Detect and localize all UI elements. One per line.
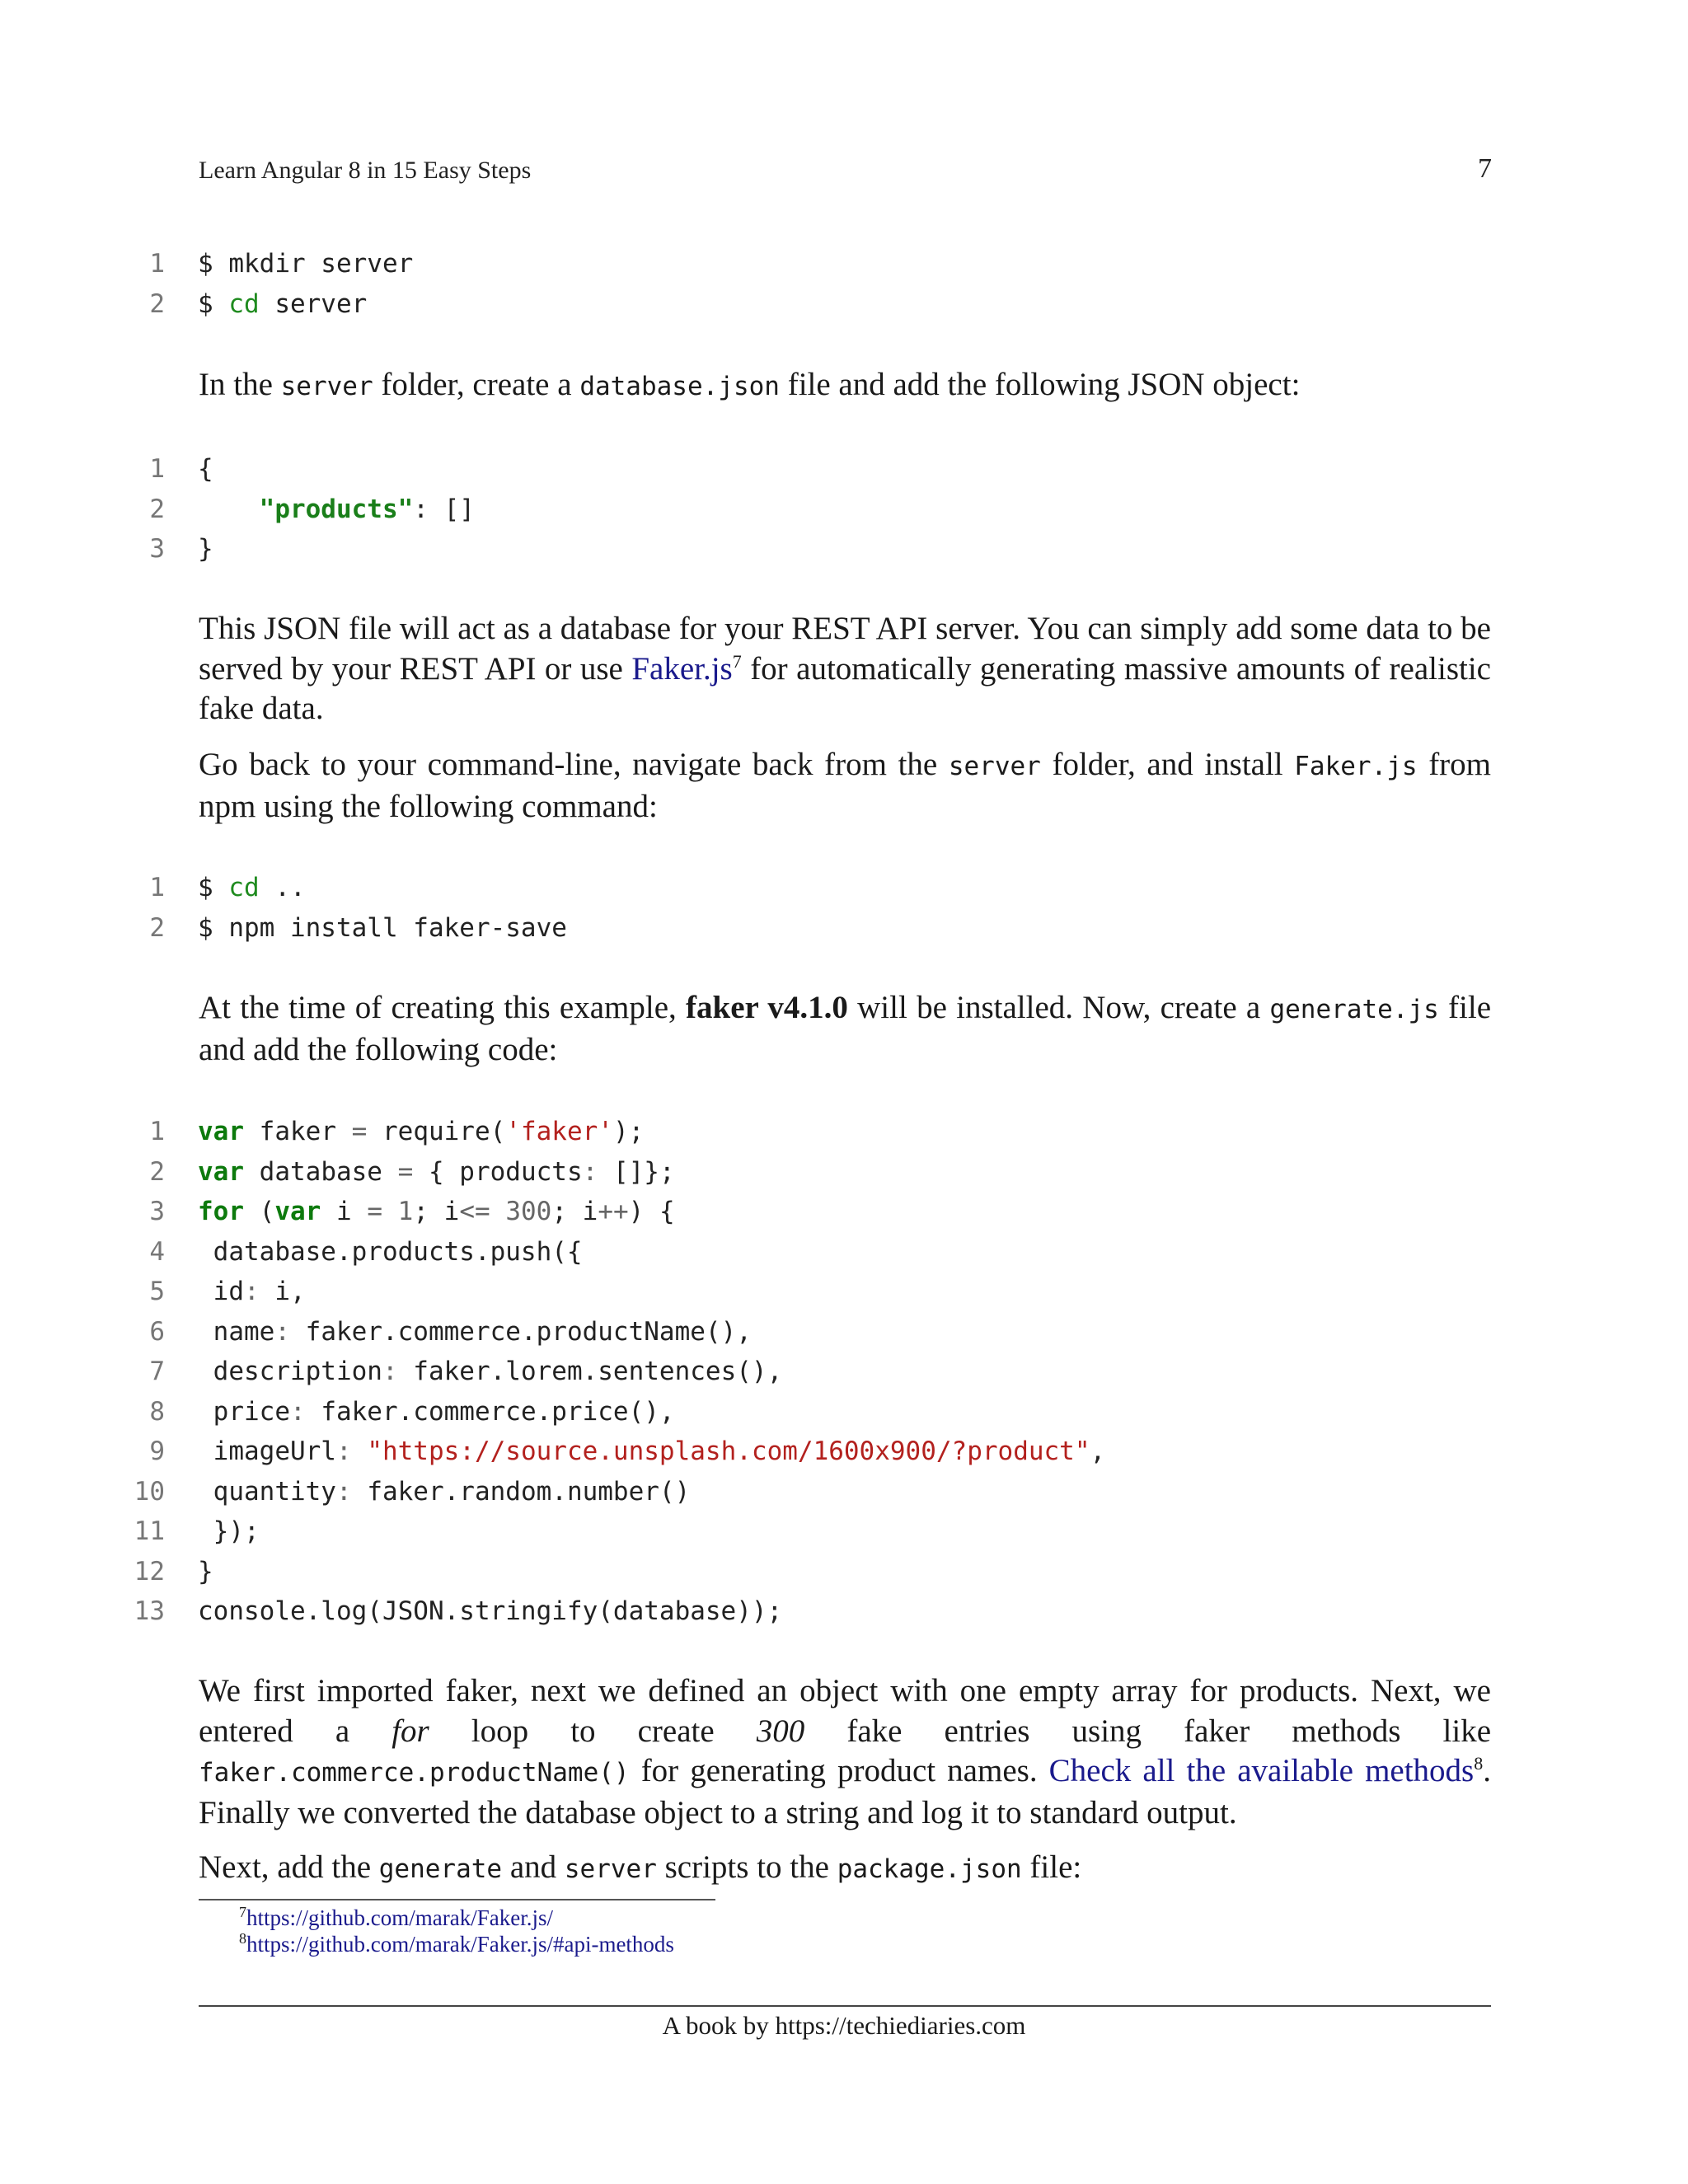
running-header-title: Learn Angular 8 in 15 Easy Steps	[199, 157, 532, 184]
code-line: 8 price: faker.commerce.price(),	[149, 1396, 675, 1427]
code-line: 12 }	[134, 1556, 213, 1586]
code-line: 5 id: i,	[149, 1277, 306, 1306]
code-block-mkdir	[132, 244, 1492, 324]
code-line: 6 name: faker.commerce.productName(),	[149, 1316, 752, 1347]
code-line: 2 $ cd server	[149, 288, 368, 319]
code-line: 7 description: faker.lorem.sentences(),	[149, 1357, 783, 1386]
paragraph-go-back: Go back to your command-line, navigate back from the server folder, and install Faker.js from npm using the following command:	[199, 747, 1492, 824]
paragraph-server-folder: In the server folder, create a database.json file and add the following JSON object:	[199, 367, 1301, 402]
code-line: 4 database.products.push({	[149, 1236, 583, 1267]
faker-link[interactable]: Faker.js	[631, 650, 733, 687]
code-line: 13 console.log(JSON.stringify(database));	[134, 1596, 783, 1626]
code-line: 2 "products": []	[149, 494, 475, 524]
api-methods-link[interactable]: Check all the available methods	[1048, 1753, 1475, 1788]
code-line: 3 }	[149, 534, 213, 564]
paragraph-json-database: This JSON file will act as a database for your REST API server. You can simply add some data to be served by your REST API or use $Faker.js^7$ for automatically generating massive amounts of realistic fake data.	[199, 611, 1491, 726]
code-line: 9 imageUrl: "https://source.unsplash.com/1600x900/?product",	[149, 1436, 1106, 1466]
code-block-generate-js	[132, 1112, 1492, 1632]
page-footer: A book by https://techiediaries.com	[662, 2011, 1026, 2040]
footnote-divider	[199, 1899, 715, 1900]
code-line: 1 {	[149, 454, 213, 484]
footer-divider	[199, 2005, 1491, 2007]
code-line: 2 var database = { products: []};	[149, 1156, 675, 1187]
code-block-json	[132, 449, 1492, 569]
code-line: 2 $ npm install faker-save	[149, 912, 567, 943]
code-line: 11 });	[134, 1516, 260, 1546]
paragraph-faker-version: At the time of creating this example, faker v4.1.0 will be installed. Now, create a generate.js file and add the following code:	[199, 990, 1492, 1067]
page-number: 7	[1478, 153, 1492, 184]
paragraph-explanation: We first imported faker, next we defined an object with one empty array for products. Next, we entered a for loop to create 300 fake entries using faker methods like faker.commerce.productName() for generating product names. Check all the available methods$^8$. Finally we converted the database object to a string and log it to standard output.	[199, 1673, 1492, 1830]
code-line: 10 quantity: faker.random.number()	[134, 1476, 691, 1507]
paragraph-next-add-scripts: Next, add the generate and server scripts to the package.json file:	[199, 1849, 1082, 1885]
footnote-8[interactable]: $^8$https://github.com/marak/Faker.js/#api-methods	[239, 1930, 674, 1957]
code-line: 1 var faker = require('faker');	[149, 1117, 645, 1146]
footnote-7[interactable]: $^7$https://github.com/marak/Faker.js/	[239, 1904, 553, 1930]
code-line: 1 $ cd ..	[149, 873, 306, 902]
code-block-npm	[132, 868, 1492, 948]
code-line: 3 for (var i = 1; i<= 300; i++) {	[149, 1197, 675, 1226]
code-line: 1 $ mkdir server	[149, 249, 414, 279]
